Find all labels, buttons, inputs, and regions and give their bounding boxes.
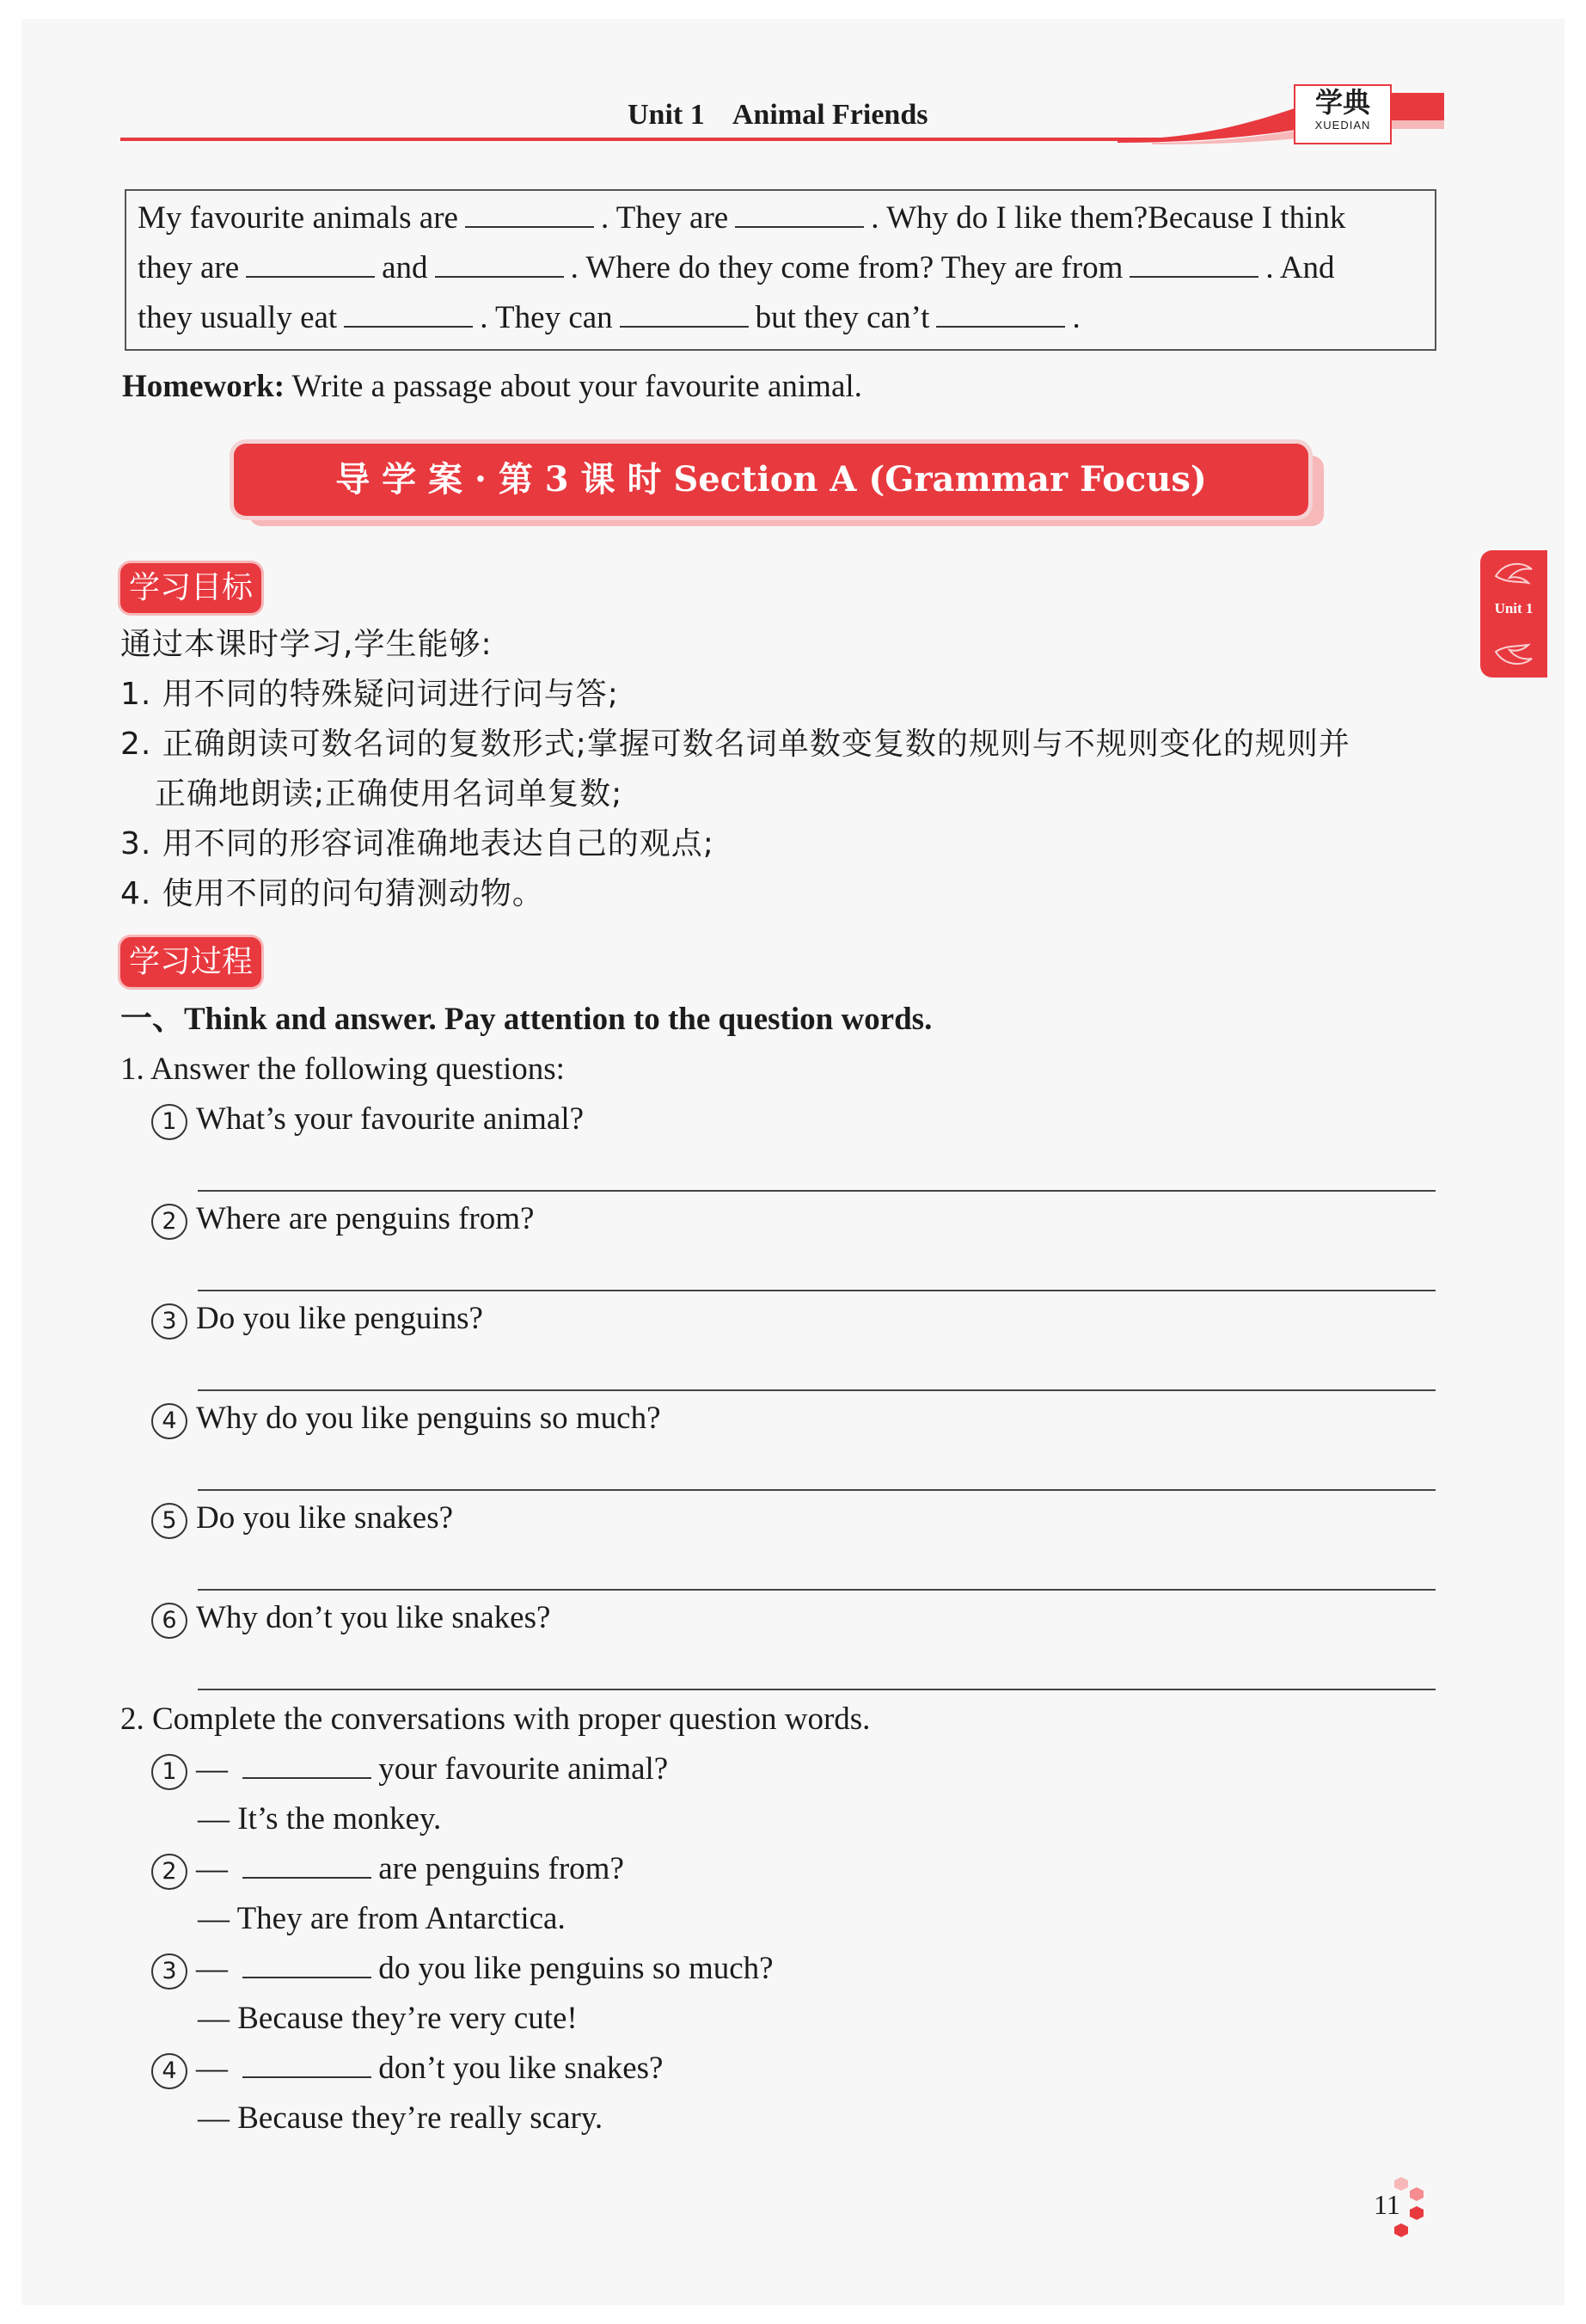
passage-text: . Where do they come from? They are from: [570, 250, 1124, 285]
passage-text: they usually eat: [138, 300, 338, 335]
logo: [1294, 84, 1392, 144]
circled-number: 6: [151, 1603, 187, 1639]
dash: —: [196, 2051, 236, 2086]
objective-item: 1. 用不同的特殊疑问词进行问与答;: [120, 677, 619, 712]
side-tab-label: Unit 1: [1494, 600, 1534, 616]
q2-question: [151, 1950, 774, 1990]
logo-en: XUEDIAN: [1314, 119, 1371, 132]
unit-title: Unit 1 Animal Friends: [628, 99, 928, 131]
logo-cn: 学典: [1314, 86, 1370, 119]
circled-number: 3: [151, 1303, 187, 1340]
dash: —: [196, 1851, 236, 1886]
q2-answer: — They are from Antarctica.: [198, 1901, 566, 1936]
circled-number: 5: [151, 1503, 187, 1539]
header-rule: [120, 138, 1186, 141]
q1-item: [151, 1300, 483, 1340]
homework-label: Homework:: [122, 369, 285, 404]
q2-question-text: do you like penguins so much?: [378, 1951, 774, 1986]
fill-blank[interactable]: [465, 200, 594, 228]
answer-line[interactable]: [198, 1489, 1436, 1491]
passage-line-2: [138, 249, 1335, 287]
q2-question: [151, 2050, 663, 2089]
q2-question: [151, 1850, 624, 1890]
q2-question: [151, 1751, 668, 1790]
wing-icon: [1492, 559, 1535, 590]
q1-text: Why don’t you like snakes?: [196, 1600, 551, 1635]
q1-item: [151, 1599, 550, 1639]
passage-text: .: [1072, 300, 1081, 335]
passage-text: but they can’t: [755, 300, 930, 335]
side-tab[interactable]: [1480, 550, 1547, 678]
fill-blank[interactable]: [1130, 250, 1258, 278]
hexagon-decoration: [1386, 2175, 1434, 2244]
header-swoosh: [1118, 86, 1444, 146]
passage-line-1: [138, 199, 1345, 237]
fill-blank[interactable]: [242, 1751, 371, 1779]
answer-line[interactable]: [198, 1290, 1436, 1291]
fill-blank[interactable]: [246, 250, 375, 278]
objective-item: 正确地朗读;正确使用名词单复数;: [155, 776, 623, 812]
answer-line[interactable]: [198, 1589, 1436, 1591]
objective-item: 4. 使用不同的问句猜测动物。: [120, 876, 544, 911]
q2-question-text: your favourite animal?: [378, 1751, 669, 1787]
passage-text: My favourite animals are: [138, 200, 458, 236]
passage-text: and: [382, 250, 428, 285]
dash: —: [196, 1951, 236, 1986]
circled-number: 2: [151, 1854, 187, 1890]
circled-number: 4: [151, 2053, 187, 2089]
q2-question-text: don’t you like snakes?: [378, 2051, 664, 2086]
fill-blank[interactable]: [936, 300, 1065, 328]
q1-title: 1. Answer the following questions:: [120, 1052, 565, 1087]
q2-question-text: are penguins from?: [378, 1851, 624, 1886]
q1-item: [151, 1400, 661, 1439]
banner: [234, 444, 1308, 516]
circled-number: 1: [151, 1104, 187, 1140]
objective-item: 2. 正确朗读可数名词的复数形式;掌握可数名词单数变复数的规则与不规则变化的规则并: [120, 727, 1350, 762]
q2-answer: — Because they’re very cute!: [198, 2001, 578, 2036]
objectives-intro: 通过本课时学习,学生能够:: [120, 627, 493, 662]
passage-text: . Why do I like them?Because I think: [871, 200, 1346, 236]
q1-text: Where are penguins from?: [196, 1201, 535, 1236]
q1-text: What’s your favourite animal?: [196, 1101, 585, 1137]
fill-blank[interactable]: [242, 1951, 371, 1978]
section-title: 一、Think and answer. Pay attention to the question words.: [120, 1002, 933, 1037]
fill-blank[interactable]: [435, 250, 564, 278]
q2-answer: — Because they’re really scary.: [198, 2100, 603, 2136]
fill-blank[interactable]: [620, 300, 749, 328]
process-tag: 学习过程: [120, 937, 261, 987]
answer-line[interactable]: [198, 1689, 1436, 1690]
circled-number: 1: [151, 1754, 187, 1790]
passage-text: they are: [138, 250, 240, 285]
objective-item: 3. 用不同的形容词准确地表达自己的观点;: [120, 826, 714, 862]
passage-text: . They are: [600, 200, 729, 236]
fill-blank[interactable]: [242, 2051, 371, 2078]
fill-blank[interactable]: [735, 200, 864, 228]
circled-number: 4: [151, 1403, 187, 1439]
homework: [122, 368, 862, 406]
passage-text: . And: [1265, 250, 1335, 285]
q1-item: [151, 1101, 584, 1140]
q1-text: Why do you like penguins so much?: [196, 1401, 661, 1436]
dash: —: [196, 1751, 236, 1787]
wing-icon: [1492, 638, 1535, 669]
q2-answer: — It’s the monkey.: [198, 1801, 442, 1837]
answer-line[interactable]: [198, 1190, 1436, 1192]
page-number: 11: [1374, 2189, 1400, 2220]
fill-blank[interactable]: [344, 300, 473, 328]
q1-item: [151, 1499, 453, 1539]
circled-number: 2: [151, 1204, 187, 1240]
fill-blank[interactable]: [242, 1851, 371, 1879]
q1-text: Do you like snakes?: [196, 1500, 454, 1536]
q1-item: [151, 1200, 534, 1240]
homework-text: Write a passage about your favourite animal.: [291, 369, 862, 404]
passage-line-3: [138, 299, 1081, 337]
q2-title: 2. Complete the conversations with proper question words.: [120, 1702, 871, 1737]
passage-text: . They can: [480, 300, 613, 335]
banner-title: 导 学 案 · 第 3 课 时 Section A (Grammar Focus): [335, 459, 1207, 500]
circled-number: 3: [151, 1953, 187, 1990]
answer-line[interactable]: [198, 1389, 1436, 1391]
objectives-tag: 学习目标: [120, 563, 261, 613]
q1-text: Do you like penguins?: [196, 1301, 483, 1336]
